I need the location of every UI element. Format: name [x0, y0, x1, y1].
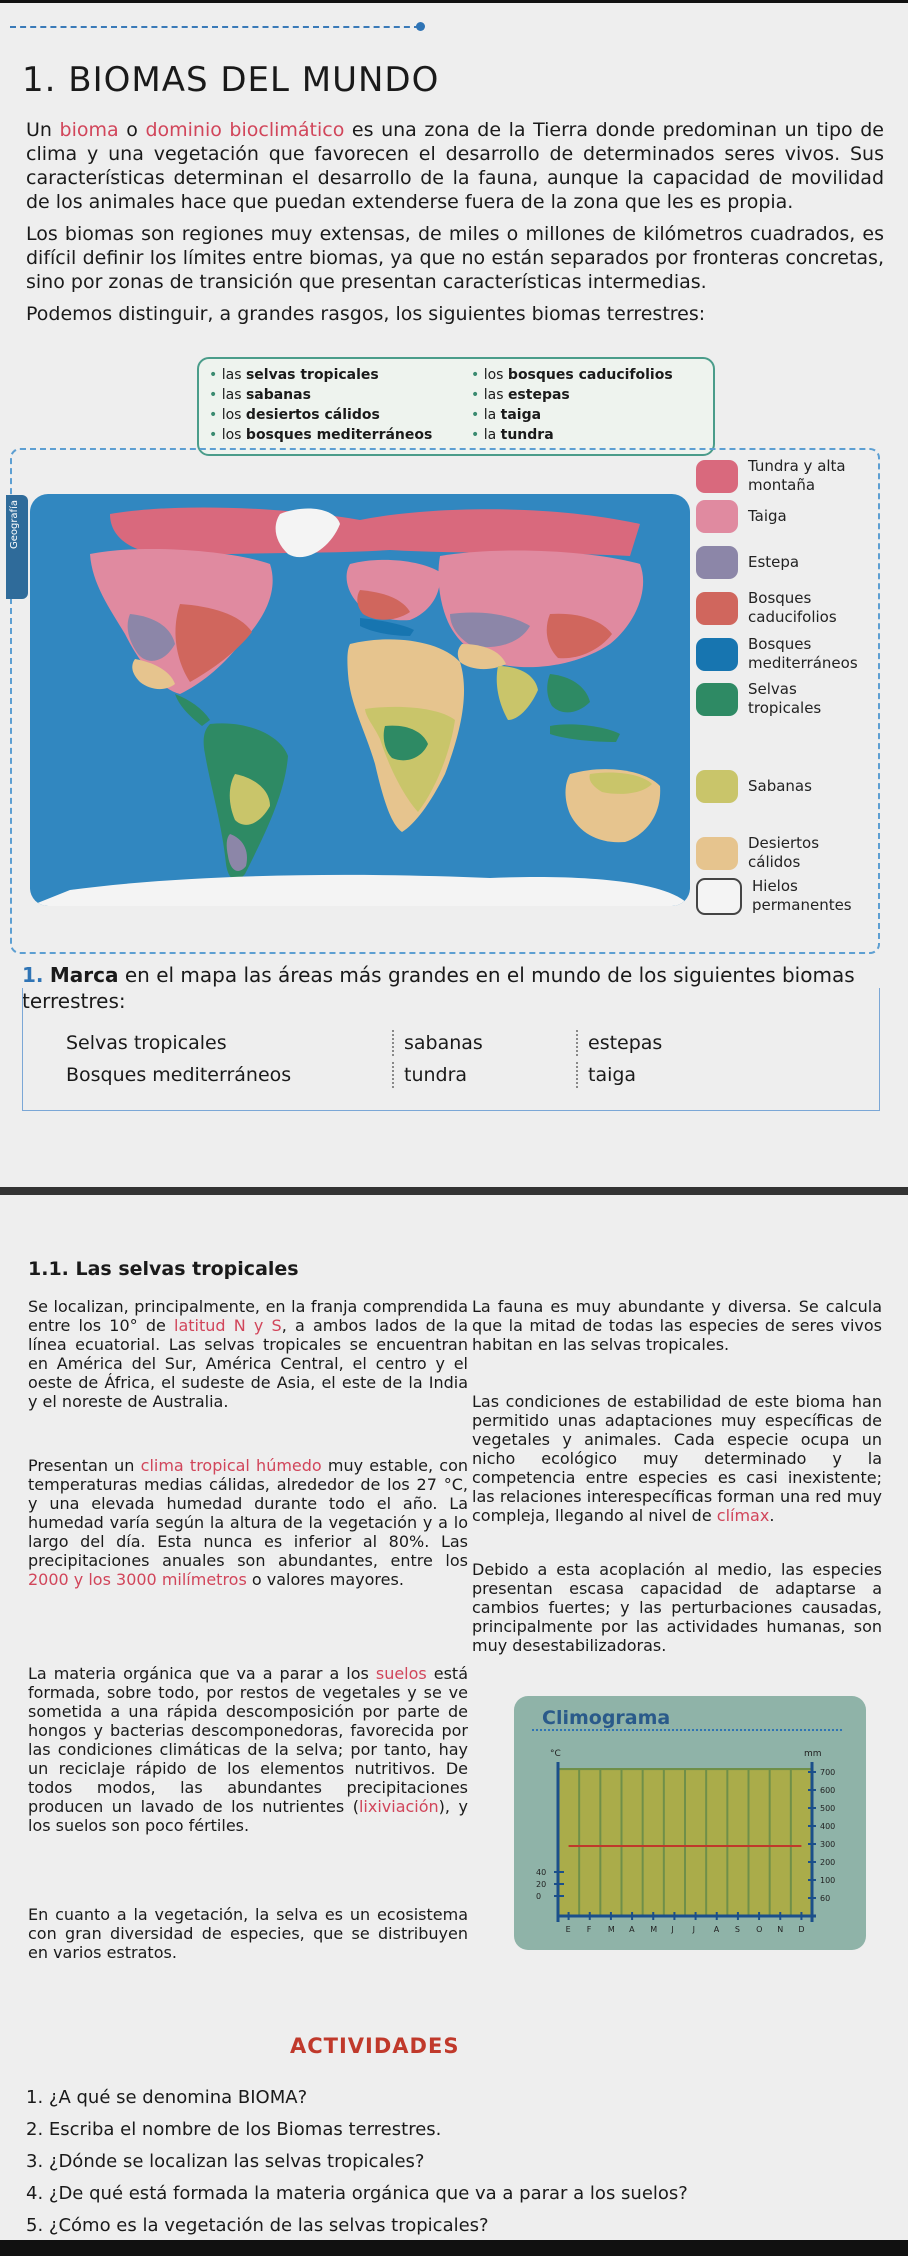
legend-item [696, 500, 868, 533]
precip-bar [771, 1770, 790, 1916]
text-run: o valores mayores. [246, 1570, 404, 1589]
selvas-right-p2 [472, 1392, 882, 1525]
text-run: Un [26, 119, 60, 141]
legend-swatch [696, 770, 738, 803]
option-separator [576, 1062, 578, 1088]
right-tick-label: 60 [820, 1894, 831, 1903]
precip-bar [686, 1770, 705, 1916]
biome-prefix: las [483, 387, 508, 403]
right-tick-label: 100 [820, 1876, 836, 1885]
term-bioma: bioma [59, 119, 119, 141]
month-label: D [798, 1925, 805, 1934]
biome-prefix: la [483, 427, 501, 443]
precip-bar [580, 1770, 599, 1916]
legend-swatch [696, 683, 738, 716]
intro-paragraph-1 [26, 118, 884, 214]
legend-swatch [696, 837, 738, 870]
india [497, 666, 538, 720]
europe-mediterranean [360, 618, 414, 636]
biome-name: desiertos cálidos [245, 407, 380, 423]
world-map-svg [30, 494, 690, 906]
biome-list-item [471, 385, 673, 405]
biome-name: selvas tropicales [245, 367, 379, 383]
month-label: J [692, 1925, 695, 1934]
option-estepas[interactable]: estepas [588, 1032, 663, 1054]
right-tick-label: 500 [820, 1804, 836, 1813]
selvas-left-p2 [28, 1456, 468, 1589]
biome-name: estepas [507, 387, 570, 403]
bottom-border [0, 2240, 908, 2256]
option-separator [392, 1062, 394, 1088]
month-label: N [777, 1925, 784, 1934]
term-suelos: suelos [375, 1664, 427, 1683]
option-tundra[interactable]: tundra [404, 1064, 468, 1086]
right-tick-label: 400 [820, 1822, 836, 1831]
legend-label: Tundra y alta montaña [748, 457, 846, 494]
world-biome-map [30, 494, 690, 906]
biome-name: bosques caducifolios [507, 367, 673, 383]
activity-item: 4. ¿De qué está formada la materia orgánica que va a parar a los suelos? [26, 2183, 688, 2204]
month-label: M [650, 1925, 658, 1934]
month-label: O [756, 1925, 763, 1934]
intro-paragraph-2: Los biomas son regiones muy extensas, de miles o millones de kilómetros cuadrados, es difícil definir los límites entre biomas, ya que no están separados por fronteras concretas, sino por zonas de transición que presentan características intermedias. [26, 223, 884, 293]
legend-swatch [696, 546, 738, 579]
legend-swatch [696, 592, 738, 625]
month-label: A [629, 1925, 635, 1934]
right-tick-label: 200 [820, 1858, 836, 1867]
month-label: F [586, 1925, 592, 1934]
term-precipitacion: 2000 y los 3000 milímetros [28, 1570, 247, 1589]
exercise-text: en el mapa las áreas más grandes en el mundo de los siguientes biomas terrestres: [22, 963, 855, 1013]
term-clima: clima tropical húmedo [140, 1456, 322, 1475]
selvas-left-p3 [28, 1664, 468, 1835]
section-title-selvas: 1.1. Las selvas tropicales [28, 1258, 299, 1280]
activity-item: 2. Escriba el nombre de los Biomas terrestres. [26, 2119, 442, 2140]
antarctica [30, 875, 690, 906]
legend-swatch [696, 460, 738, 493]
term-latitud: latitud N y S [174, 1316, 282, 1335]
legend-label: Estepa [748, 553, 800, 571]
biome-prefix: las [221, 367, 246, 383]
activities-title: ACTIVIDADES [290, 2034, 460, 2058]
precip-bar [728, 1770, 747, 1916]
option-selvas[interactable]: Selvas tropicales [66, 1032, 227, 1054]
climogram-title: Climograma [532, 1707, 842, 1731]
climogram-chart [522, 1734, 858, 1942]
biome-name: tundra [500, 427, 554, 443]
biome-prefix: la [483, 407, 501, 423]
biome-list-item [209, 365, 432, 385]
biome-prefix: los [221, 427, 246, 443]
biome-list-right [471, 365, 673, 445]
indonesia [550, 724, 620, 742]
legend-item [696, 877, 872, 915]
exercise-verb: Marca [49, 963, 119, 987]
precip-bar [750, 1770, 769, 1916]
text-run: está formada, sobre todo, por restos de vegetales y se ve sometida a una rápida descomposición por parte de hongos y bacterias descomponedoras, favorecida por las condiciones climáticas de la selva; por tanto, hay un reciclaje rápido de los elementos nutritivos. De todos modos, las abundantes precipitaciones producen un lavado de los nutrientes ( [28, 1664, 469, 1816]
month-label: A [713, 1925, 720, 1934]
legend-label: Bosques mediterráneos [748, 635, 858, 672]
precip-bar [644, 1770, 663, 1916]
biome-list-box [197, 357, 715, 456]
selvas-left-p1 [28, 1297, 468, 1411]
term-dominio: dominio bioclimático [145, 119, 345, 141]
legend-item [696, 589, 868, 627]
legend-label: Desiertos cálidos [748, 834, 820, 871]
header-dashed-line [10, 26, 420, 28]
biome-name: taiga [500, 407, 542, 423]
legend-item [696, 834, 868, 872]
selvas-right-p3: Debido a esta acoplación al medio, las especies presentan escasa capacidad de adaptarse a cambios fuertes; y las perturbaciones causadas, principalmente por las actividades humanas, son muy desestabilizadoras. [472, 1560, 882, 1655]
month-label: E [565, 1925, 571, 1934]
legend-label: Hielos permanentes [752, 877, 852, 914]
biome-prefix: las [221, 387, 246, 403]
activity-item: 5. ¿Cómo es la vegetación de las selvas tropicales? [26, 2215, 489, 2236]
left-tick-label: 20 [536, 1880, 547, 1889]
top-border [0, 0, 908, 3]
legend-label: Bosques caducifolios [748, 589, 837, 626]
header-dot [416, 22, 425, 31]
legend-item [696, 680, 868, 718]
right-unit: mm [804, 1749, 822, 1759]
legend-swatch [696, 500, 738, 533]
precip-bar [623, 1770, 642, 1916]
intro-paragraph-3: Podemos distinguir, a grandes rasgos, los siguientes biomas terrestres: [26, 303, 706, 325]
option-sabanas[interactable]: sabanas [404, 1032, 483, 1054]
selvas-right-p1: La fauna es muy abundante y diversa. Se calcula que la mitad de todas las especies de seres vivos habitan en las selvas tropicales. [472, 1297, 882, 1354]
biome-list-item [209, 385, 432, 405]
legend-label: Selvas tropicales [748, 680, 822, 717]
text-run: Se localizan, principalmente, en la franja comprendida entre los 10° de [28, 1297, 468, 1335]
left-tick-label: 40 [536, 1868, 547, 1877]
right-tick-label: 300 [820, 1840, 836, 1849]
option-taiga[interactable]: taiga [588, 1064, 637, 1086]
text-run: o [118, 119, 146, 141]
text-run: es una zona de la Tierra donde predominan un tipo de clima y una vegetación que favorecen el desarrollo de determinados seres vivos. Sus características determinan el desarrollo de la fauna, aunque la capacidad de movilidad de los animales hace que puedan extenderse fuera de la zona que les es propia. [26, 119, 884, 213]
legend-item [696, 770, 868, 803]
precip-bar [559, 1770, 578, 1916]
biome-name: sabanas [245, 387, 311, 403]
text-run: Presentan un [28, 1456, 141, 1475]
biome-list-item [471, 425, 673, 445]
legend-swatch [696, 878, 742, 915]
month-label: M [607, 1925, 615, 1934]
activity-item: 1. ¿A qué se denomina BIOMA? [26, 2087, 308, 2108]
term-lixiviacion: lixiviación [358, 1797, 439, 1816]
biome-prefix: los [483, 367, 508, 383]
text-run: , a ambos lados de la línea ecuatorial. Las selvas tropicales se encuentran en América del Sur, América Central, el centro y el oeste de África, el sudeste de Asia, el este de la India y el noreste de Australia. [28, 1316, 468, 1411]
biome-name: bosques mediterráneos [245, 427, 433, 443]
biome-list-left [209, 365, 432, 445]
legend-label: Taiga [748, 507, 787, 525]
biome-list-item [471, 365, 673, 385]
term-climax: clímax [716, 1506, 770, 1525]
month-label: J [671, 1925, 674, 1934]
left-unit: °C [550, 1749, 561, 1759]
month-label: S [734, 1925, 740, 1934]
option-separator [392, 1030, 394, 1056]
precip-bar [665, 1770, 684, 1916]
right-tick-label: 700 [820, 1768, 836, 1777]
legend-swatch [696, 638, 738, 671]
biome-list-item [209, 425, 432, 445]
legend-item [696, 635, 868, 673]
text-run: muy estable, con temperaturas medias cálidas, alrededor de los 27 °C, y una elevada humedad durante todo el año. La humedad varía según la altura de la vegetación y a lo largo del día. Esta nunca es inferior al 80%. Las precipitaciones anuales son abundantes, entre los [28, 1456, 469, 1570]
text-run: La materia orgánica que va a parar a los [28, 1664, 376, 1683]
biome-list-item [471, 405, 673, 425]
legend-label: Sabanas [748, 777, 812, 795]
tundra-north [110, 507, 640, 556]
central-america [175, 694, 210, 726]
activity-item: 3. ¿Dónde se localizan las selvas tropicales? [26, 2151, 425, 2172]
left-tick-label: 0 [536, 1892, 542, 1901]
legend-item [696, 546, 868, 579]
legend-item [696, 457, 868, 495]
text-run: Las condiciones de estabilidad de este bioma han permitido unas adaptaciones muy específicas de vegetales y animales. Cada especie ocupa un nicho ecológico muy determinado y la competencia entre especies es casi inexistente; las relaciones interespecíficas forman una red muy compleja, llegando al nivel de [472, 1392, 882, 1525]
selvas-left-p4: En cuanto a la vegetación, la selva es un ecosistema con gran diversidad de especies, que se distribuyen en varios estratos. [28, 1905, 468, 1962]
side-tab-label: Geografía [9, 500, 20, 550]
right-tick-label: 600 [820, 1786, 836, 1795]
biome-prefix: los [221, 407, 246, 423]
option-mediterraneos[interactable]: Bosques mediterráneos [66, 1064, 292, 1086]
option-separator [576, 1030, 578, 1056]
page-divider [0, 1187, 908, 1195]
text-run: . [769, 1506, 775, 1525]
precip-bar [707, 1770, 726, 1916]
page-title: 1. BIOMAS DEL MUNDO [22, 60, 440, 100]
text-run: ), y los suelos son poco fértiles. [28, 1797, 468, 1835]
se-asia [547, 674, 590, 712]
exercise-number: 1. [22, 963, 44, 987]
precip-bar [601, 1770, 620, 1916]
biome-list-item [209, 405, 432, 425]
